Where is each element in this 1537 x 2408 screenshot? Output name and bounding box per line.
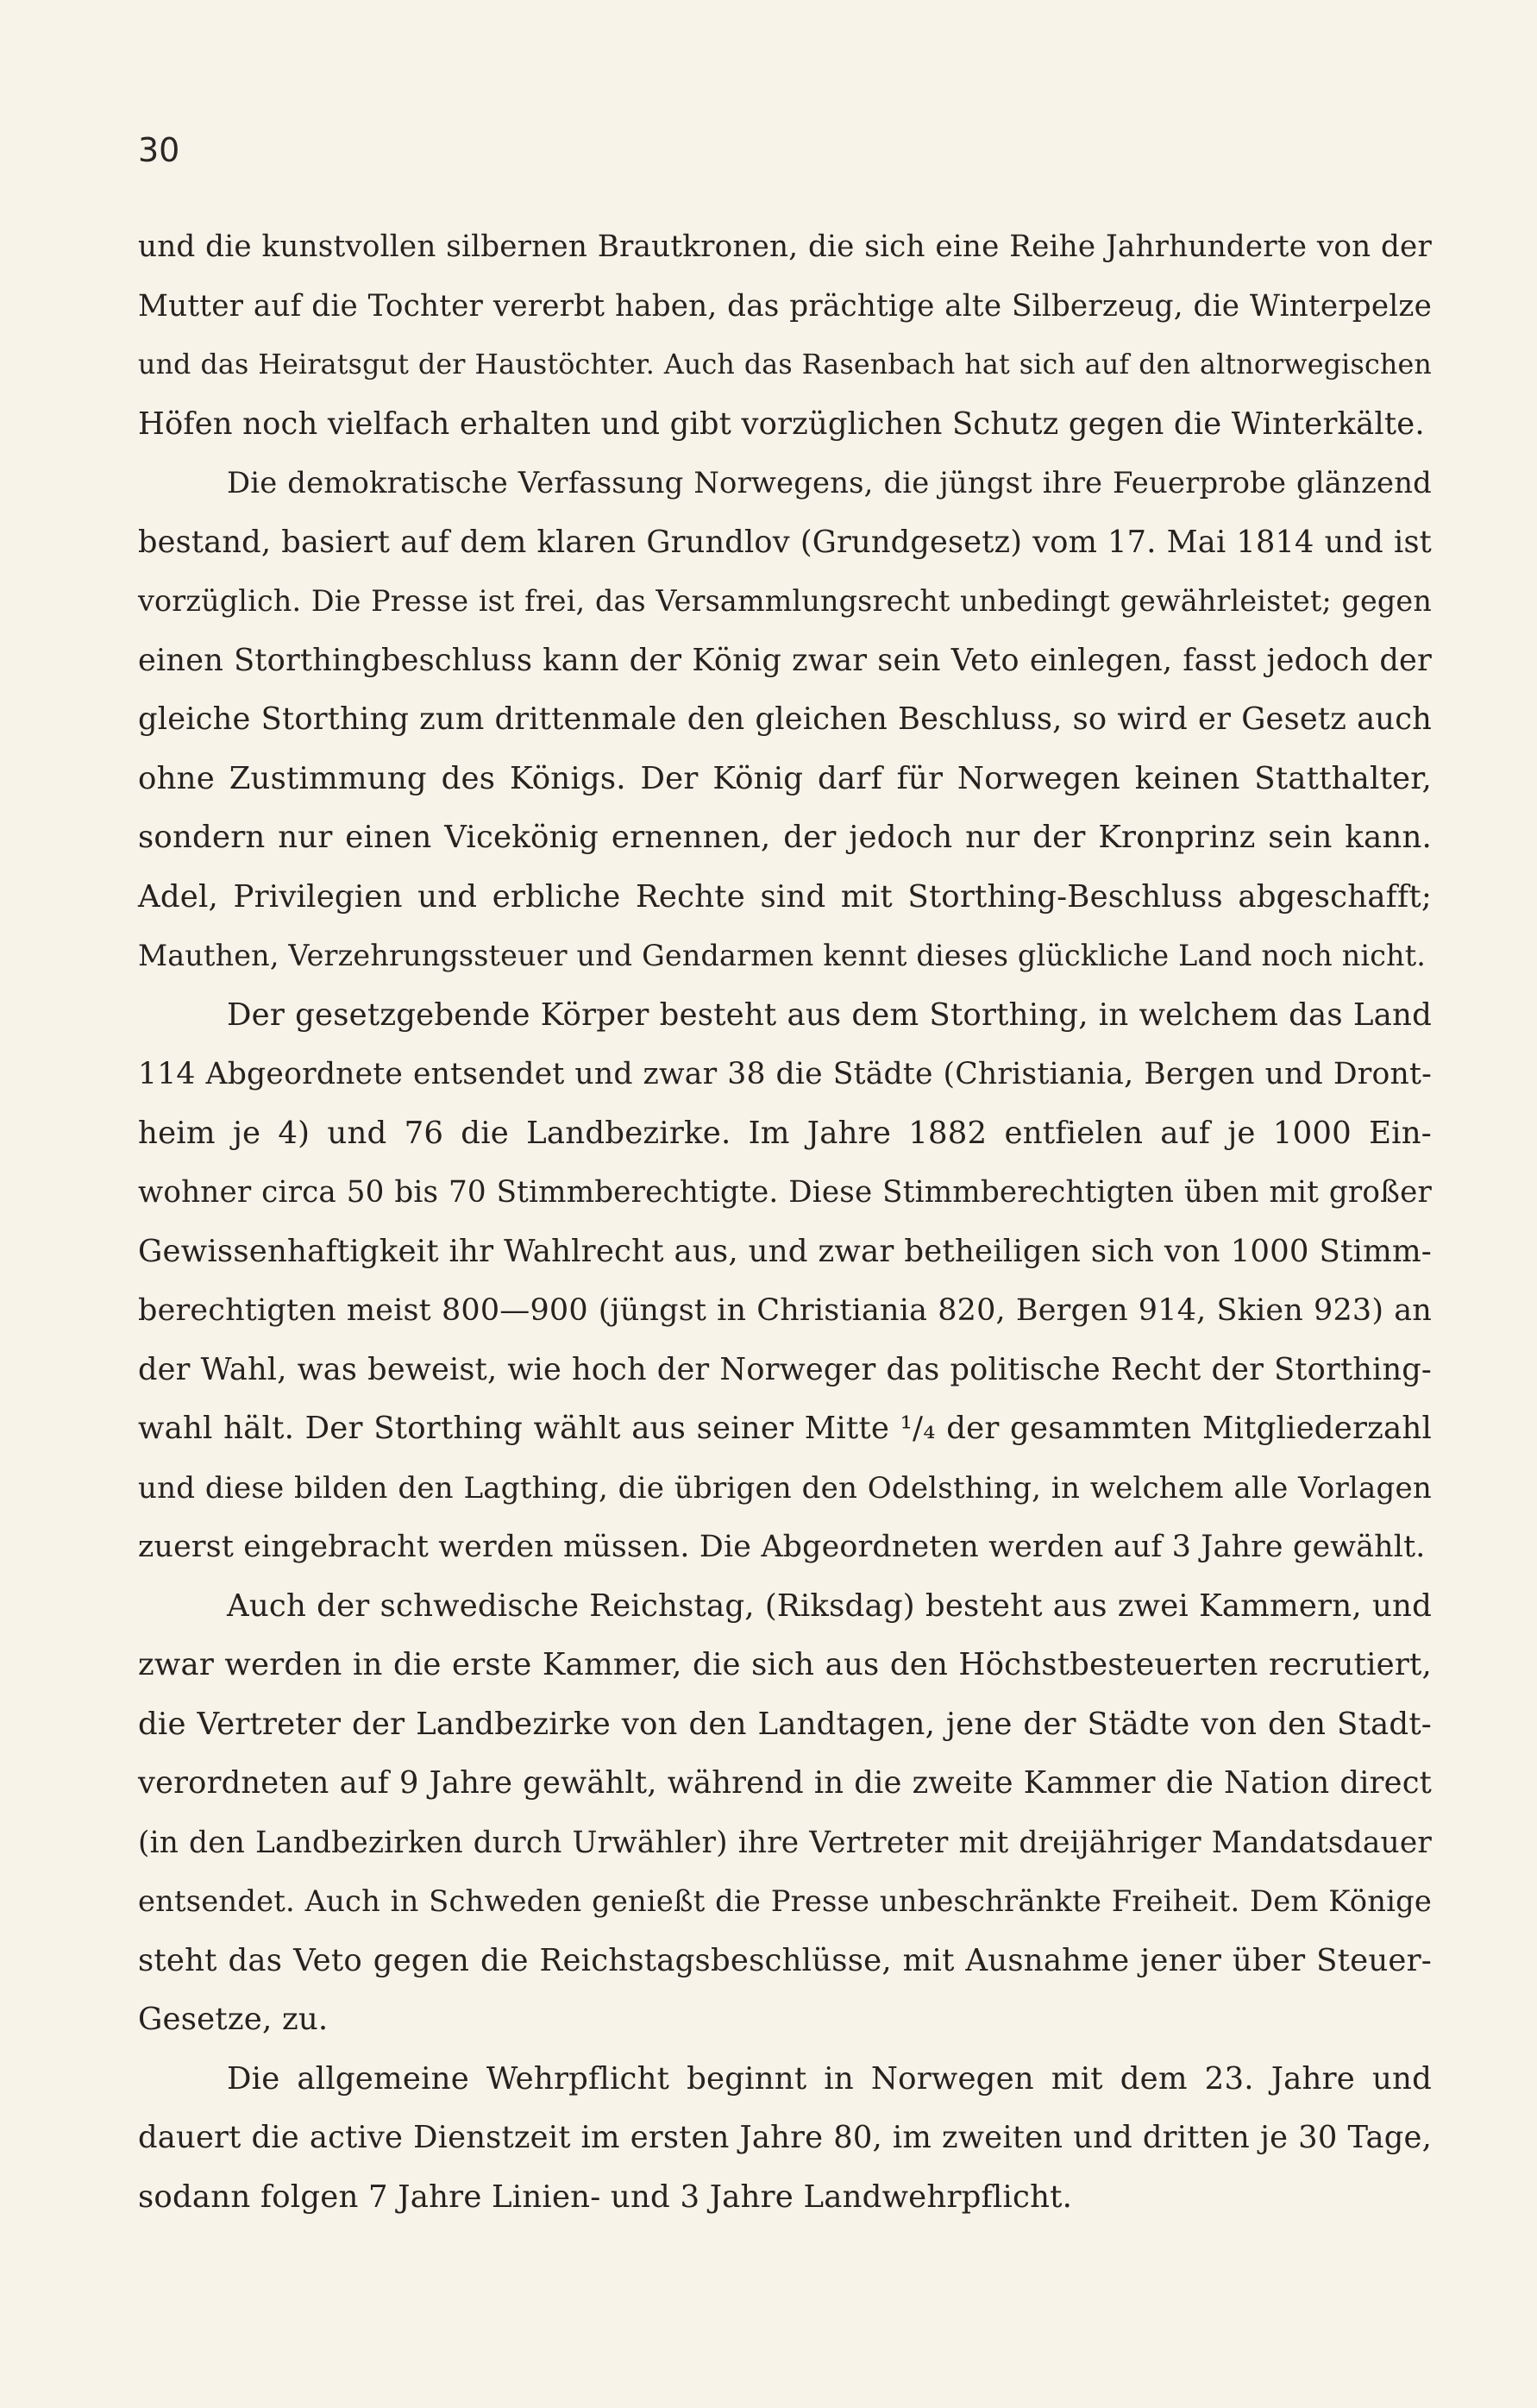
text-line: wohner circa 50 bis 70 Stimmberechtigte. Diese Stimmberechtigten üben mit großer — [138, 1175, 1432, 1210]
text-line: heim je 4) und 76 die Landbezirke. Im Jahre 1882 entfielen auf je 1000 Ein- — [138, 1115, 1432, 1151]
text-line: Gewissenhaftigkeit ihr Wahlrecht aus, und zwar betheiligen sich von 1000 Stimm- — [138, 1233, 1432, 1269]
text-line: dauert die active Dienstzeit im ersten Jahre 80, im zweiten und dritten je 30 Tage, — [138, 2120, 1432, 2155]
text-line: der Wahl, was beweist, wie hoch der Norweger das politische Recht der Storthing- — [138, 1351, 1432, 1387]
text-line: einen Storthingbeschluss kann der König zwar sein Veto einlegen, fasst jedoch der — [138, 642, 1432, 678]
text-line: (in den Landbezirken durch Urwähler) ihre Vertreter mit dreijähriger Mandatsdauer — [138, 1825, 1432, 1860]
text-body — [138, 223, 1432, 2232]
text-line: Mutter auf die Tochter vererbt haben, das prächtige alte Silberzeug, die Winterpelze — [138, 288, 1432, 324]
text-line: sodann folgen 7 Jahre Linien- und 3 Jahre Landwehrpflicht. — [138, 2179, 1073, 2215]
text-line: zwar werden in die erste Kammer, die sich aus den Höchstbesteuerten recrutiert, — [138, 1647, 1432, 1682]
text-line: berechtigten meist 800—900 (jüngst in Christiania 820, Bergen 914, Skien 923) an — [138, 1293, 1432, 1328]
text-line: Adel, Privilegien und erbliche Rechte sind mit Storthing-Beschluss abgeschafft; — [138, 878, 1432, 915]
text-line: steht das Veto gegen die Reichstagsbeschlüsse, mit Ausnahme jener über Steuer- — [138, 1942, 1432, 1978]
page-number: 30 — [138, 131, 180, 169]
text-line: verordneten auf 9 Jahre gewählt, während in die zweite Kammer die Nation direct — [138, 1765, 1432, 1801]
text-line: gleiche Storthing zum drittenmale den gleichen Beschluss, so wird er Gesetz auch — [138, 701, 1432, 737]
text-line: Die demokratische Verfassung Norwegens, die jüngst ihre Feuerprobe glänzend — [227, 466, 1432, 500]
text-line: sondern nur einen Vicekönig ernennen, der jedoch nur der Kronprinz sein kann. — [138, 820, 1432, 855]
text-line: und das Heiratsgut der Haustöchter. Auch das Rasenbach hat sich auf den altnorwegischen — [138, 349, 1432, 380]
text-line: entsendet. Auch in Schweden genießt die Presse unbeschränkte Freiheit. Dem Könige — [138, 1884, 1432, 1918]
text-line: zuerst eingebracht werden müssen. Die Abgeordneten werden auf 3 Jahre gewählt. — [138, 1530, 1426, 1564]
text-line: Höfen noch vielfach erhalten und gibt vorzüglichen Schutz gegen die Winterkälte. — [138, 406, 1425, 442]
text-line: und diese bilden den Lagthing, die übrigen den Odelsthing, in welchem alle Vorlagen — [138, 1470, 1432, 1506]
text-line: Gesetze, zu. — [138, 2002, 329, 2037]
text-line: und die kunstvollen silbernen Brautkronen, die sich eine Reihe Jahrhunderte von der — [138, 229, 1432, 264]
text-line: vorzüglich. Die Presse ist frei, das Versammlungsrecht unbedingt gewährleistet; gegen — [138, 584, 1432, 618]
text-line: wahl hält. Der Storthing wählt aus seiner Mitte ¹/₄ der gesammten Mitgliederzahl — [138, 1411, 1432, 1446]
text-line: die Vertreter der Landbezirke von den Landtagen, jene der Städte von den Stadt- — [138, 1706, 1432, 1742]
text-line: Die allgemeine Wehrpflicht beginnt in Norwegen mit dem 23. Jahre und — [227, 2060, 1432, 2097]
text-line: ohne Zustimmung des Königs. Der König darf für Norwegen keinen Statthalter, — [138, 760, 1432, 796]
text-line: 114 Abgeordnete entsendet und zwar 38 die Städte (Christiania, Bergen und Dront- — [138, 1057, 1432, 1091]
text-line: Auch der schwedische Reichstag, (Riksdag) besteht aus zwei Kammern, und — [227, 1588, 1432, 1624]
text-line: Der gesetzgebende Körper besteht aus dem Storthing, in welchem das Land — [227, 997, 1432, 1033]
text-line: Mauthen, Verzehrungssteuer und Gendarmen kennt dieses glückliche Land noch nicht. — [138, 939, 1427, 972]
text-line: bestand, basiert auf dem klaren Grundlov (Grundgesetz) vom 17. Mai 1814 und ist — [138, 524, 1432, 560]
